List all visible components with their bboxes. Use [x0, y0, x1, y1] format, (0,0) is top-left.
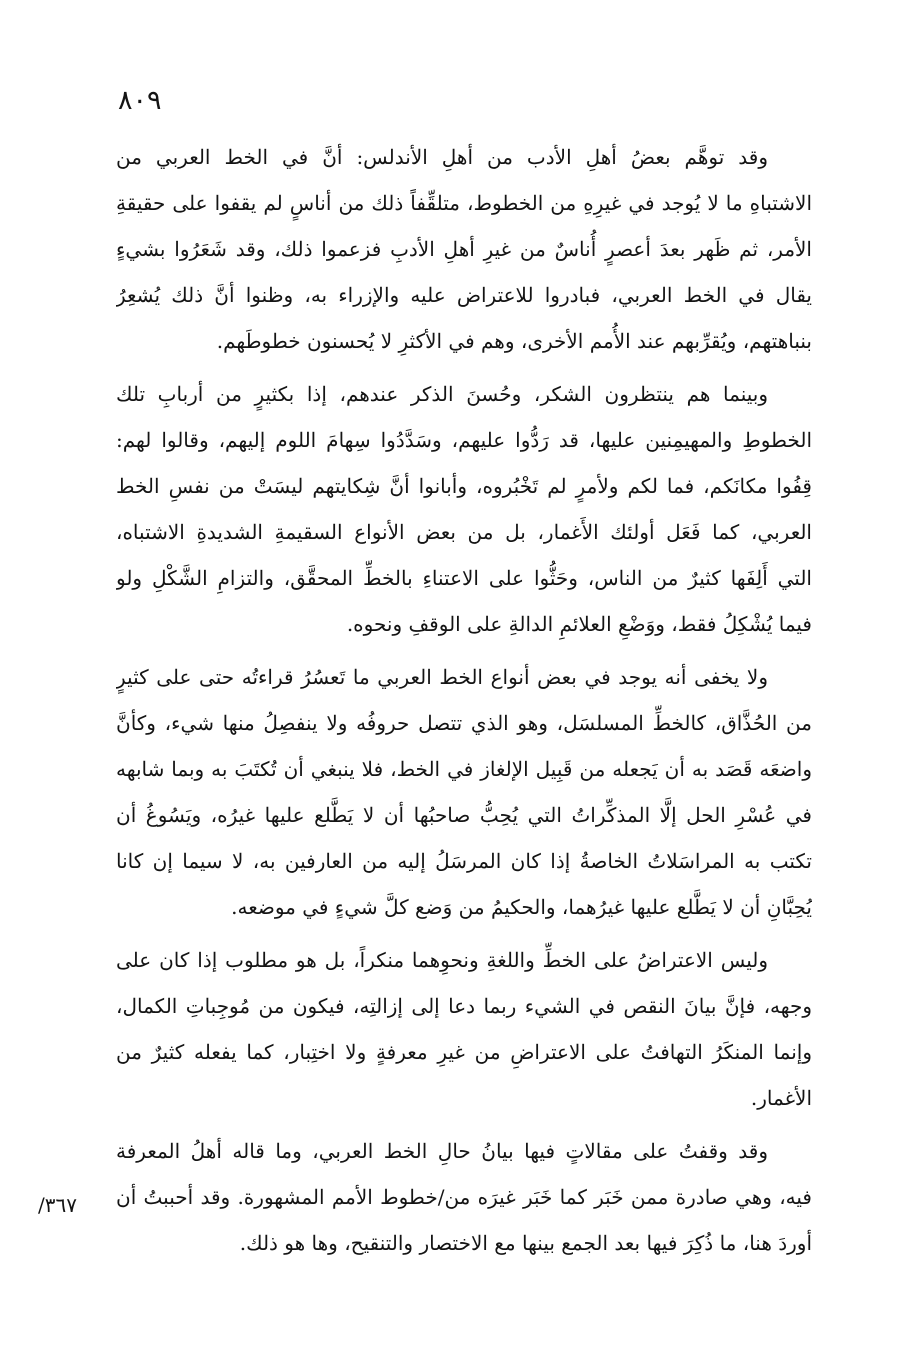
text-line: وقد توهَّم بعضُ أهلِ الأدب من أهلِ الأندلس: أنَّ في الخط العربي من — [116, 145, 768, 169]
text-line: الأغمار. — [750, 1086, 812, 1110]
text-line: فيما يُشْكِلُ فقط، ووَضْعِ العلائمِ الدالةِ على الوقفِ ونحوه. — [346, 612, 812, 636]
page-number: ٨٠٩ — [118, 85, 162, 116]
body-text — [116, 134, 812, 1273]
text-line: يقال في الخط العربي، فبادروا للاعتراض عليه والإزراء به، وظنوا أنَّ ذلك يُشعِرُ — [116, 283, 812, 307]
paragraph-4 — [116, 937, 812, 1121]
text-line: وقد وقفتُ على مقالاتٍ فيها بيانُ حالِ الخط العربي، وما قاله أهلُ المعرفة — [116, 1139, 768, 1163]
text-line: الأمر، ثم ظَهر بعدَ أعصرٍ أُناسٌ من غيرِ أهلِ الأدبِ فزعموا ذلك، وقد شَعَرُوا بشيءٍ — [116, 237, 812, 261]
paragraph-2 — [116, 371, 812, 647]
text-line: تكتب به المراسَلاتُ الخاصةُ إذا كان المرسَلُ إليه من العارفين به، لا سيما إن كانا — [116, 849, 812, 873]
text-line: العربي، كما فَعَل أولئك الأَغمار، بل من بعض الأنواع السقيمةِ الشديدةِ الاشتباه، — [116, 520, 812, 544]
text-line: يُحِبَّانِ أن لا يَطَّلع عليها غيرُهما، والحكيمُ من وَضع كلَّ شيءٍ في موضعه. — [231, 895, 812, 919]
paragraph-5 — [116, 1128, 812, 1266]
text-line: بنباهتهم، ويُقرِّبهم عند الأُمم الأخرى، وهم في الأكثرِ لا يُحسنون خطوطَهم. — [216, 329, 812, 353]
text-line: واضعَه قَصَد به أن يَجعله من قَبِيل الإلغاز في الخط، فلا ينبغي أن تُكتَبَ به وبما شابهه — [116, 757, 812, 781]
text-line: فيه، وهي صادرة ممن خَبَر كما خَبَر غيرَه من/خطوط الأمم المشهورة. وقد أحببتُ أن — [116, 1185, 812, 1209]
paragraph-1 — [116, 134, 812, 364]
text-line: من الحُذَّاق، كالخطِّ المسلسَل، وهو الذي تتصل حروفُه ولا ينفصِلُ منها شيء، وكأنَّ — [116, 711, 812, 735]
text-line: وليس الاعتراضُ على الخطِّ واللغةِ ونحوِهما منكراً، بل هو مطلوب إذا كان على — [116, 948, 768, 972]
text-line: ولا يخفى أنه يوجد في بعض أنواع الخط العربي ما تَعسُرُ قراءتُه حتى على كثيرٍ — [116, 665, 768, 689]
text-line: وإنما المنكَرُ التهافتُ على الاعتراضِ من غيرِ معرفةٍ ولا اختِبار، كما يفعله كثيرٌ من — [116, 1040, 812, 1064]
text-line: وجهه، فإنَّ بيانَ النقص في الشيء ربما دعا إلى إزالتِه، فيكون من مُوجِباتِ الكمال، — [116, 994, 812, 1018]
text-line: الاشتباهِ ما لا يُوجد في غيرِهِ من الخطوط، متلقِّفاً ذلك من أناسٍ لم يقفوا على حقيقةِ — [116, 191, 812, 215]
paragraph-3 — [116, 654, 812, 930]
text-line: الخطوطِ والمهيمِنين عليها، قد رَدُّوا عليهم، وسَدَّدُوا سِهامَ اللوم إليهم، وقالوا لهم: — [116, 428, 812, 452]
text-line: وبينما هم ينتظرون الشكر، وحُسنَ الذكر عندهم، إذا بكثيرٍ من أربابِ تلك — [116, 382, 768, 406]
text-line: قِفُوا مكانَكم، فما لكم ولأمرٍ لم تَخْبُروه، وأبانوا أنَّ شِكايتهم ليسَتْ من نفسِ الخط — [116, 474, 812, 498]
text-line: في عُسْرِ الحل إلَّا المذكِّراتُ التي يُحِبُّ صاحبُها أن لا يَطَّلع عليها غيرُه، ويَسُوغُ أن — [116, 803, 812, 827]
text-line: التي أَلِفَها كثيرٌ من الناس، وحَثُّوا على الاعتناءِ بالخطِّ المحقَّق، والتزامِ الشَّكْلِ ولو — [116, 566, 812, 590]
margin-page-reference: ٣٦٧/ — [38, 1193, 77, 1217]
text-line: أوردَ هنا، ما ذُكِرَ فيها بعد الجمع بينها مع الاختصار والتنقيح، وها هو ذلك. — [239, 1231, 812, 1255]
